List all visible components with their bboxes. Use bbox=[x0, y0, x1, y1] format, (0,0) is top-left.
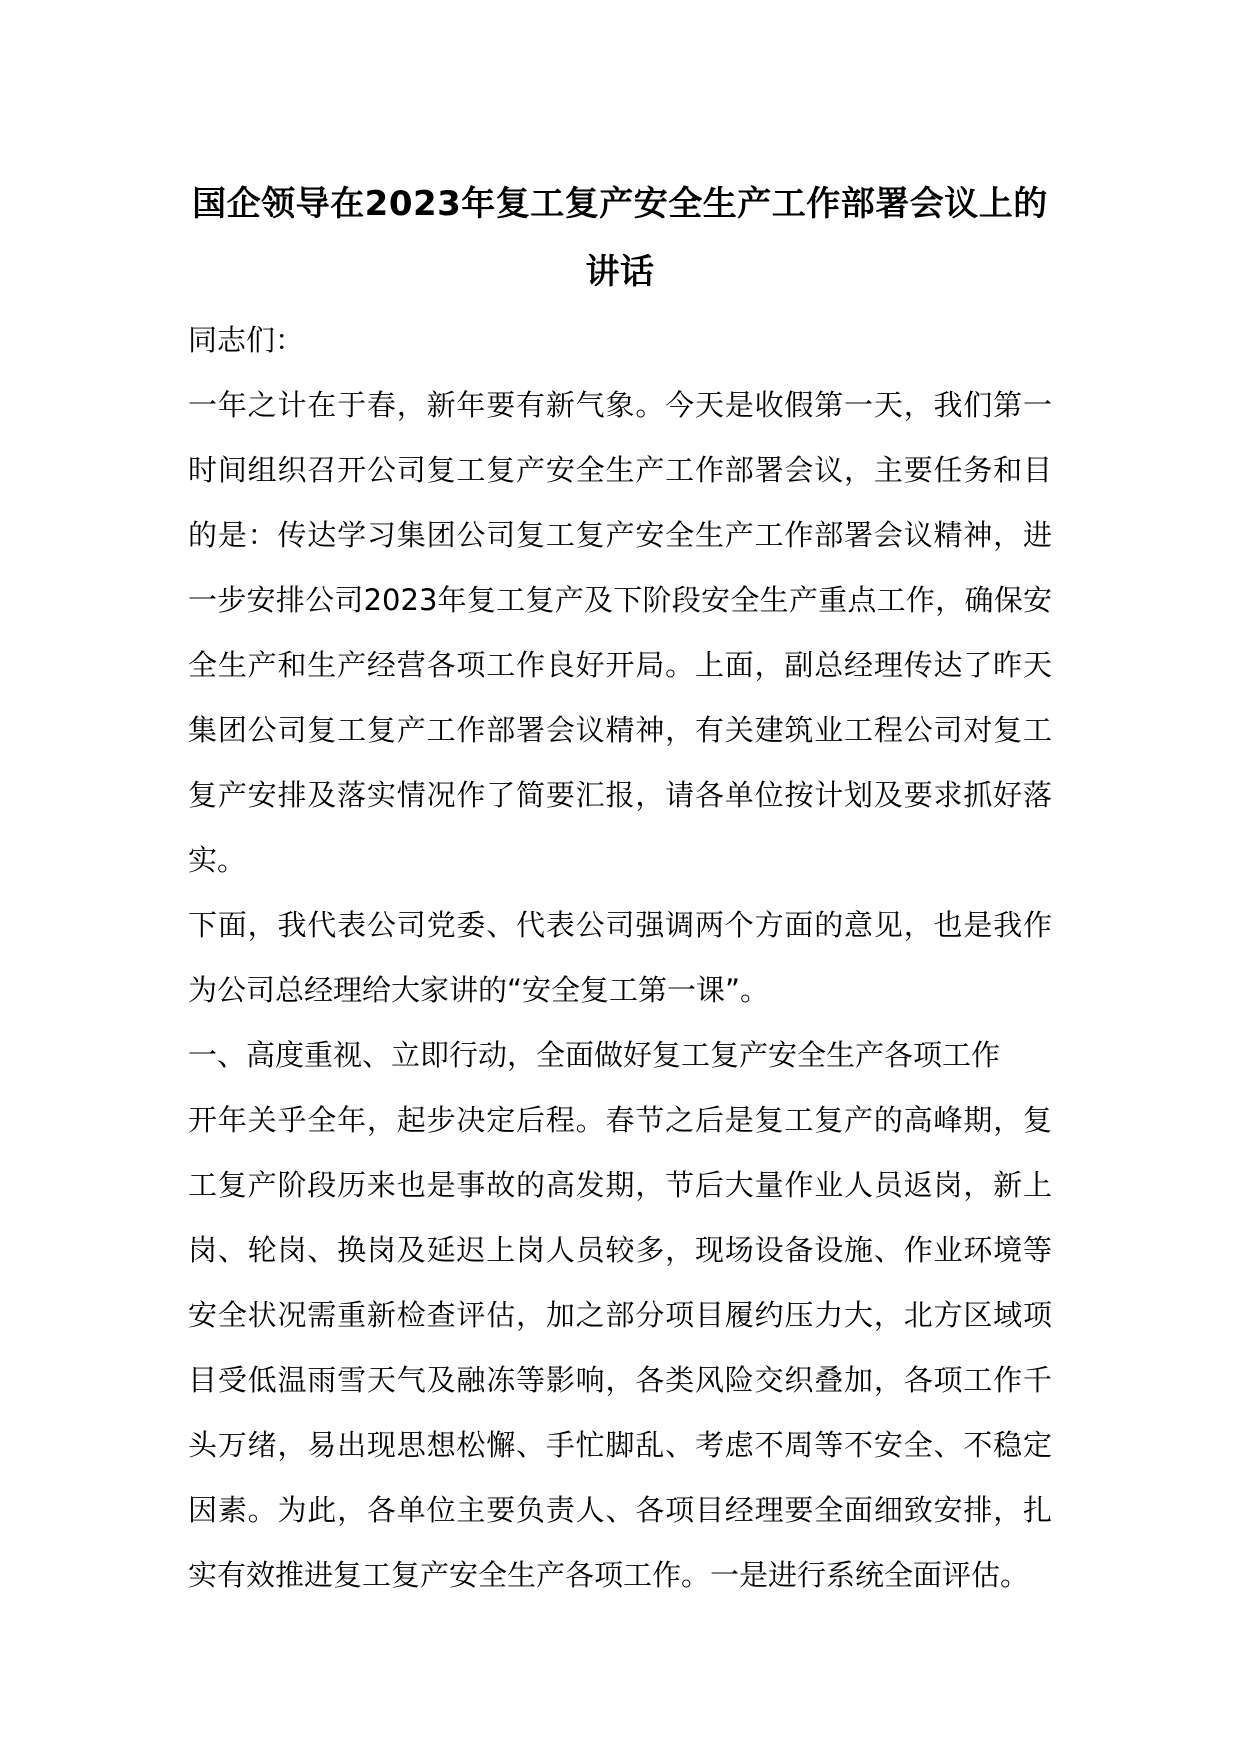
section-heading: 一、高度重视、立即行动，全面做好复工复产安全生产各项工作 bbox=[188, 1038, 1001, 1072]
paragraph-outline: 下面，我代表公司党委、代表公司强调两个方面的意见，也是我作为公司总经理给大家讲的“安全复工第一课”。 bbox=[188, 908, 1052, 1007]
document-title: 国企领导在2023年复工复产安全生产工作部署会议上的讲话 bbox=[192, 184, 1048, 292]
salutation: 同志们： bbox=[188, 323, 305, 357]
section-paragraph: 开年关乎全年，起步决定后程。春节之后是复工复产的高峰期，复工复产阶段历来也是事故的高发期，节后大量作业人员返岗，新上岗、轮岗、换岗及延迟上岗人员较多，现场设备设施、作业环境等安全状况需重新检查评估，加之部分项目履约压力大，北方区域项目受低温雨雪天气及融冻等影响，各类风险交织叠加，各项工作千头万绪，易出现思想松懈、手忙脚乱、考虑不周等不安全、不稳定因素。为此，各单位主要负责人、各项目经理要全面细致安排，扎实有效推进复工复产安全生产各项工作。一是进行系统全面评估。 bbox=[188, 1103, 1052, 1592]
paragraph-intro: 一年之计在于春，新年要有新气象。今天是收假第一天，我们第一时间组织召开公司复工复产安全生产工作部署会议，主要任务和目的是：传达学习集团公司复工复产安全生产工作部署会议精神，进一步安排公司2023年复工复产及下阶段安全生产重点工作，确保安全生产和生产经营各项工作良好开局。上面，副总经理传达了昨天集团公司复工复产工作部署会议精神，有关建筑业工程公司对复工复产安排及落实情况作了简要汇报，请各单位按计划及要求抓好落实。 bbox=[188, 388, 1052, 877]
document-body bbox=[188, 308, 1052, 1608]
document-page bbox=[188, 170, 1052, 1608]
